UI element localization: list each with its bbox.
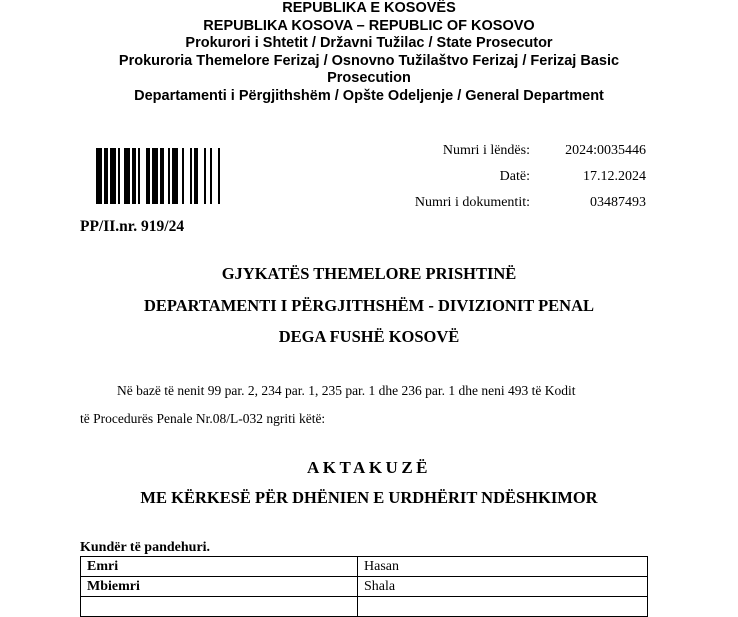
header-line: Prokurori i Shtetit / Državni Tužilac / State Prosecutor (185, 35, 553, 51)
court-heading (0, 258, 738, 353)
barcode-bar (168, 148, 170, 204)
reference-number: PP/II.nr. 919/24 (80, 218, 185, 235)
legal-basis-paragraph (80, 377, 660, 433)
paragraph-line: të Procedurës Penale Nr.08/L-032 ngriti këtë: (80, 411, 326, 426)
barcode-bar (160, 148, 164, 204)
barcode-bar (138, 148, 140, 204)
barcode-bar (104, 148, 108, 204)
barcode-bar (172, 148, 178, 204)
barcode-bar (96, 148, 102, 204)
header-line: REPUBLIKA E KOSOVËS (282, 0, 456, 16)
barcode-bar (118, 148, 120, 204)
header-line: REPUBLIKA KOSOVA – REPUBLIC OF KOSOVO (203, 17, 535, 34)
barcode-bar (152, 148, 158, 204)
table-cell-label: Mbiemri (81, 577, 358, 597)
barcode-bar (124, 148, 130, 204)
barcode-bar (146, 148, 150, 204)
table-cell-value: Shala (358, 577, 648, 597)
document-header (0, 0, 738, 105)
indictment-subtitle: ME KËRKESË PËR DHËNIEN E URDHËRIT NDËSHKIMOR (140, 488, 598, 507)
case-number-label: Numri i lëndës: (442, 143, 530, 158)
indictment-title: AKTAKUZË (306, 458, 432, 477)
court-line: DEPARTAMENTI I PËRGJITHSHËM - DIVIZIONIT PENAL (143, 295, 595, 315)
table-row (81, 577, 648, 597)
court-line: GJYKATËS THEMELORE PRISHTINË (221, 264, 517, 283)
document-number-label: Numri i dokumentit: (414, 195, 530, 210)
barcode-bar (194, 148, 198, 204)
table-cell-label: Emri (81, 557, 358, 577)
document-date: 17.12.2024 (583, 169, 646, 184)
table-cell-value: Hasan (358, 557, 648, 577)
header-line: Prokuroria Themelore Ferizaj / Osnovno Tužilaštvo Ferizaj / Ferizaj Basic (118, 52, 620, 69)
table-row (81, 557, 648, 577)
header-line: Departamenti i Përgjithshëm / Opšte Odeljenje / General Department (134, 87, 604, 104)
document-meta-labels (415, 138, 530, 216)
barcode-bar (132, 148, 136, 204)
document-meta-values (565, 138, 646, 216)
barcode-bar (204, 148, 206, 204)
barcode-bar (110, 148, 116, 204)
barcode-bar (190, 148, 192, 204)
defendant-table (80, 556, 648, 617)
barcode (96, 148, 302, 204)
defendant-heading: Kundër të pandehuri. (80, 540, 211, 555)
paragraph-line: Në bazë të nenit 99 par. 2, 234 par. 1, 235 par. 1 dhe 236 par. 1 dhe neni 493 të Kodit (117, 383, 576, 398)
case-number: 2024:0035446 (565, 143, 646, 158)
document-number: 03487493 (590, 195, 646, 210)
barcode-bar (210, 148, 212, 204)
court-line: DEGA FUSHË KOSOVË (278, 327, 460, 346)
barcode-bar (218, 148, 220, 204)
barcode-bar (182, 148, 184, 204)
date-label: Datë: (499, 169, 530, 184)
header-line: Prosecution (327, 70, 411, 86)
